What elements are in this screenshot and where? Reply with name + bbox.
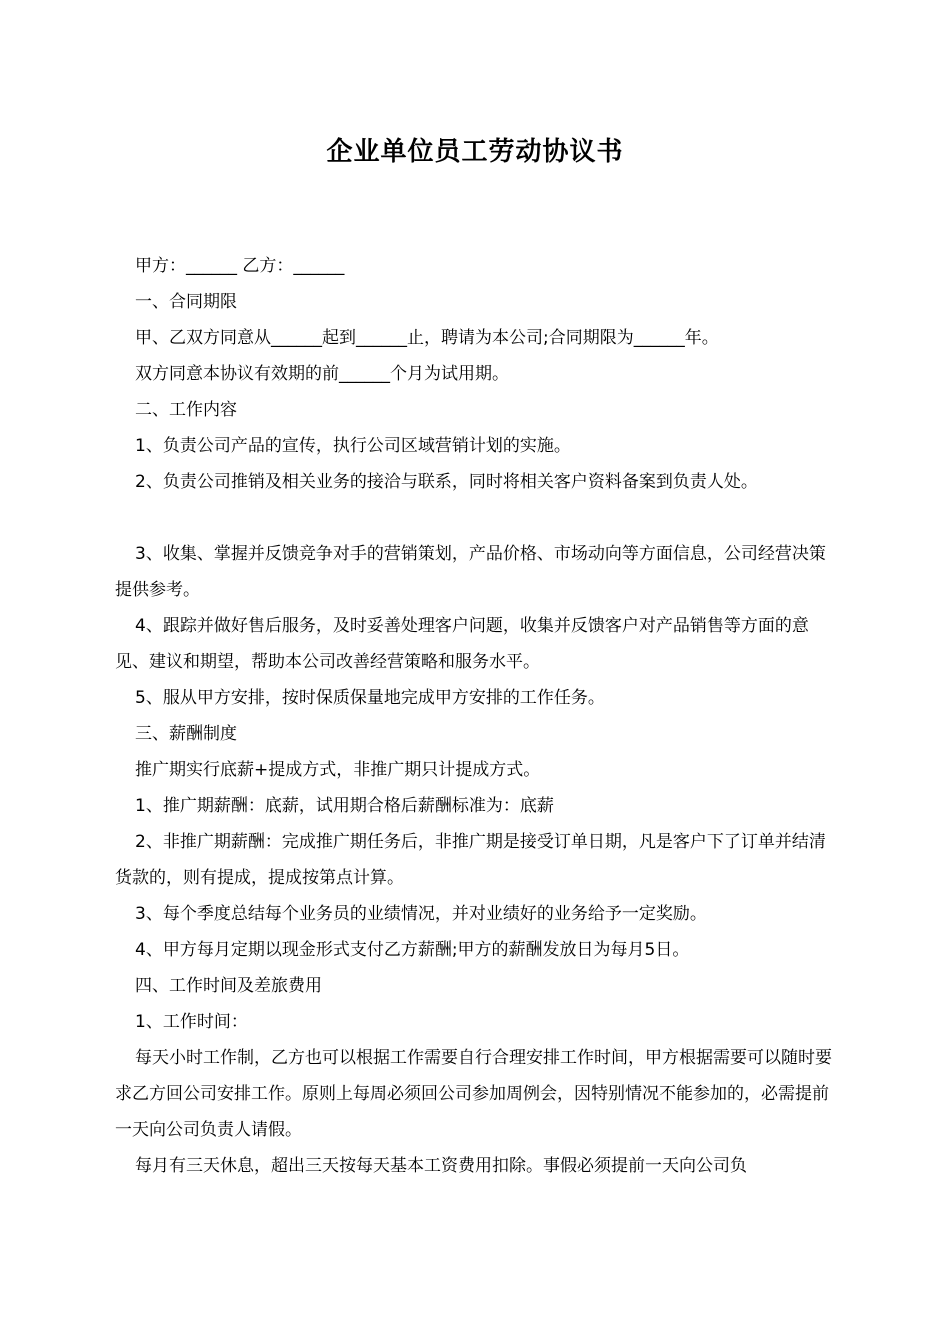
list-item: 2、非推广期薪酬：完成推广期任务后，非推广期是接受订单日期，凡是客户下了订单并结清货款的，则有提成，提成按第点计算。 <box>115 832 826 888</box>
paragraph: 双方同意本协议有效期的前______个月为试用期。 <box>135 364 509 384</box>
section-heading: 一、合同期限 <box>135 292 237 312</box>
paragraph: 每天小时工作制，乙方也可以根据工作需要自行合理安排工作时间，甲方根据需要可以随时要求乙方回公司安排工作。原则上每周必须回公司参加周例会，因特别情况不能参加的，必需提前一天向公司负责人请假。 <box>115 1048 832 1140</box>
section-heading: 四、工作时间及差旅费用 <box>135 976 322 996</box>
section-heading: 三、薪酬制度 <box>135 724 237 744</box>
paragraph: 甲、乙双方同意从______起到______止，聘请为本公司;合同期限为______年。 <box>135 328 719 348</box>
list-item: 1、工作时间： <box>135 1012 248 1032</box>
list-item: 5、服从甲方安排，按时保质保量地完成甲方安排的工作任务。 <box>135 688 605 708</box>
list-item: 4、甲方每月定期以现金形式支付乙方薪酬;甲方的薪酬发放日为每月5日。 <box>135 940 690 960</box>
list-item: 4、跟踪并做好售后服务，及时妥善处理客户问题，收集并反馈客户对产品销售等方面的意见、建议和期望，帮助本公司改善经营策略和服务水平。 <box>115 616 809 672</box>
list-item: 3、收集、掌握并反馈竞争对手的营销策划，产品价格、市场动向等方面信息，公司经营决策提供参考。 <box>115 544 826 600</box>
paragraph: 每月有三天休息，超出三天按每天基本工资费用扣除。事假必须提前一天向公司负 <box>135 1156 747 1176</box>
list-item: 1、负责公司产品的宣传，执行公司区域营销计划的实施。 <box>135 436 571 456</box>
paragraph: 推广期实行底薪+提成方式，非推广期只计提成方式。 <box>135 760 541 780</box>
list-item: 3、每个季度总结每个业务员的业绩情况，并对业绩好的业务给予一定奖励。 <box>135 904 707 924</box>
list-item: 2、负责公司推销及相关业务的接洽与联系，同时将相关客户资料备案到负责人处。 <box>135 472 758 492</box>
document-title: 企业单位员工劳动协议书 <box>326 137 624 167</box>
section-heading: 二、工作内容 <box>135 400 237 420</box>
list-item: 1、推广期薪酬：底薪，试用期合格后薪酬标准为：底薪 <box>135 796 554 816</box>
blank-line <box>115 500 837 536</box>
party-line: 甲方：______ 乙方：______ <box>135 256 345 276</box>
document-body <box>115 248 837 1184</box>
